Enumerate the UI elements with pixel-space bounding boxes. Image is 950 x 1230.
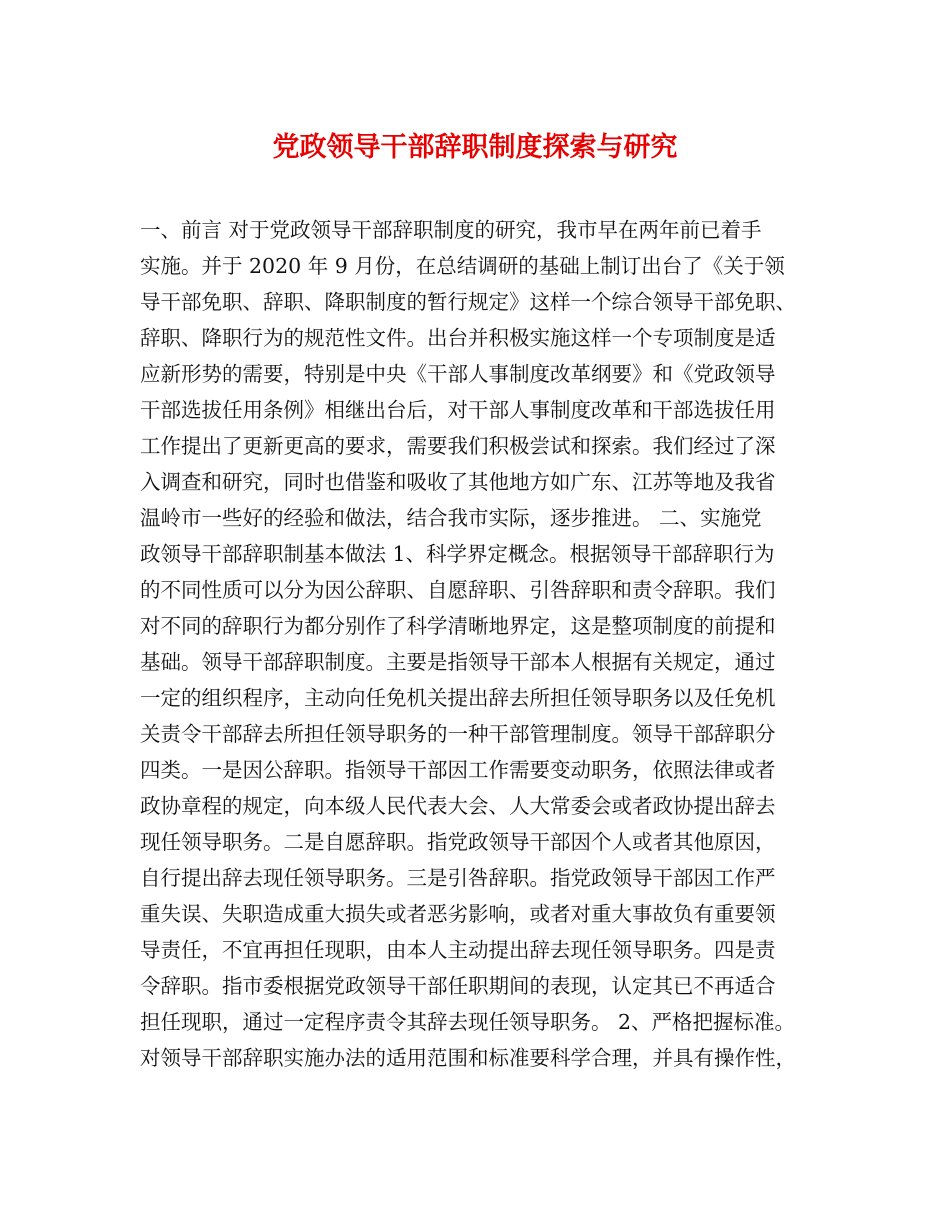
- body-line: 应新形势的需要，特别是中央《干部人事制度改革纲要》和《党政领导: [140, 362, 776, 386]
- body-line: 政领导干部辞职制基本做法 1、科学界定概念。根据领导干部辞职行为: [140, 542, 775, 566]
- body-line: 入调查和研究，同时也借鉴和吸收了其他地方如广东、江苏等地及我省: [140, 470, 776, 494]
- body-line: 对不同的辞职行为都分别作了科学清晰地界定，这是整项制度的前提和: [140, 614, 776, 638]
- body-line: 工作提出了更新更高的要求，需要我们积极尝试和探索。我们经过了深: [140, 434, 776, 458]
- body-line: 实施。并于 2020 年 9 月份，在总结调研的基础上制订出台了《关于领: [140, 254, 785, 278]
- document-body: [140, 212, 830, 1076]
- body-line: 干部选拔任用条例》相继出台后，对干部人事制度改革和干部选拔任用: [140, 398, 776, 422]
- body-line: 的不同性质可以分为因公辞职、自愿辞职、引咎辞职和责令辞职。我们: [140, 578, 776, 602]
- body-line: 一、前言 对于党政领导干部辞职制度的研究，我市早在两年前已着手: [140, 218, 762, 242]
- body-line: 导干部免职、辞职、降职制度的暂行规定》这样一个综合领导干部免职、: [140, 290, 796, 314]
- body-line: 温岭市一些好的经验和做法，结合我市实际，逐步推进。 二、实施党: [140, 506, 762, 530]
- document-title: 党政领导干部辞职制度探索与研究: [272, 132, 678, 163]
- body-line: 四类。一是因公辞职。指领导干部因工作需要变动职务，依照法律或者: [140, 758, 776, 782]
- body-line: 导责任，不宜再担任现职，由本人主动提出辞去现任领导职务。四是责: [140, 938, 776, 962]
- body-line: 关责令干部辞去所担任领导职务的一种干部管理制度。领导干部辞职分: [140, 722, 776, 746]
- body-line: 基础。领导干部辞职制度。主要是指领导干部本人根据有关规定，通过: [140, 650, 776, 674]
- body-line: 自行提出辞去现任领导职务。三是引咎辞职。指党政领导干部因工作严: [140, 866, 776, 890]
- body-line: 重失误、失职造成重大损失或者恶劣影响，或者对重大事故负有重要领: [140, 902, 776, 926]
- body-line: 现任领导职务。二是自愿辞职。指党政领导干部因个人或者其他原因，: [140, 830, 776, 854]
- body-line: 一定的组织程序，主动向任免机关提出辞去所担任领导职务以及任免机: [140, 686, 776, 710]
- body-line: 辞职、降职行为的规范性文件。出台并积极实施这样一个专项制度是适: [140, 326, 776, 350]
- body-line: 担任现职，通过一定程序责令其辞去现任领导职务。 2、严格把握标准。: [140, 1010, 796, 1034]
- body-line: 对领导干部辞职实施办法的适用范围和标准要科学合理，并具有操作性，: [140, 1046, 796, 1070]
- body-line: 政协章程的规定，向本级人民代表大会、人大常委会或者政协提出辞去: [140, 794, 776, 818]
- body-line: 令辞职。指市委根据党政领导干部任职期间的表现，认定其已不再适合: [140, 974, 776, 998]
